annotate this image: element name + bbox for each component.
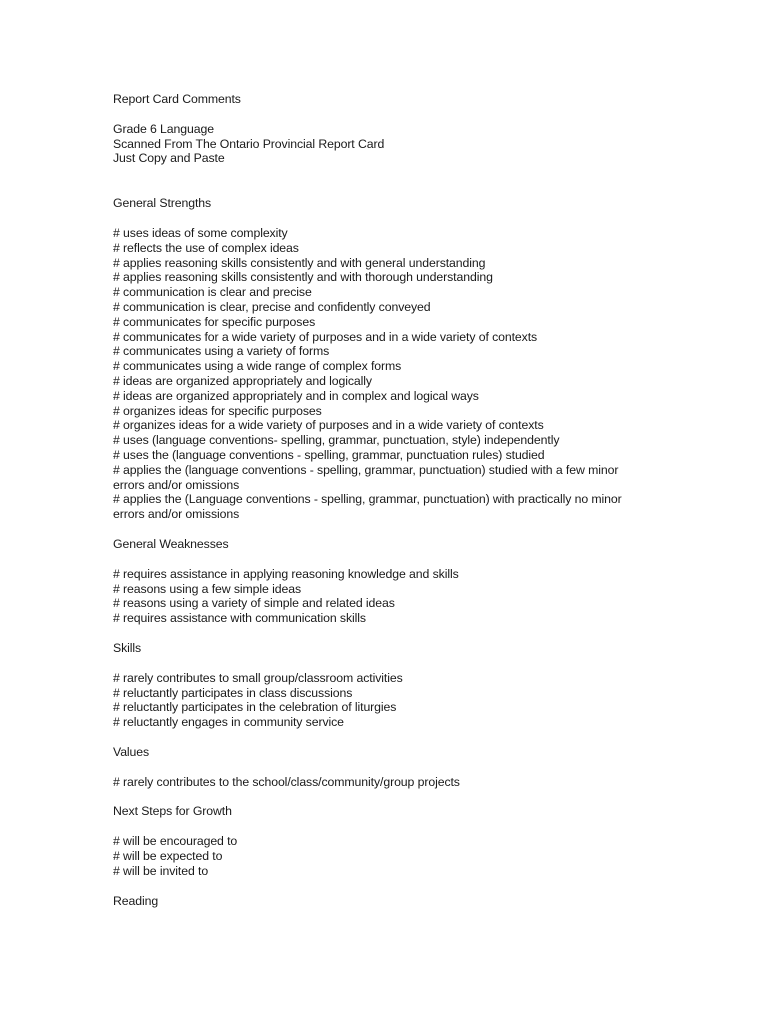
list-item: # reasons using a few simple ideas [113, 581, 301, 596]
list-item: # ideas are organized appropriately and logically [113, 373, 372, 388]
section-heading: General Strengths [113, 196, 212, 211]
list-item: # requires assistance with communication skills [113, 611, 366, 626]
list-item: # communicates using a variety of forms [113, 344, 330, 359]
list-item: # ideas are organized appropriately and in complex and logical ways [113, 388, 479, 403]
list-item: # will be encouraged to [113, 834, 238, 849]
list-item: # will be invited to [113, 863, 209, 878]
list-item: # organizes ideas for specific purposes [113, 403, 322, 418]
list-item: # applies the (Language conventions - spelling, grammar, punctuation) with practically no minor errors and/or omissions [113, 492, 622, 522]
intro-line: Grade 6 Language [113, 121, 214, 136]
list-item: # applies reasoning skills consistently and with thorough understanding [113, 270, 493, 285]
list-item: # applies reasoning skills consistently and with general understanding [113, 255, 486, 270]
list-item: # communicates for a wide variety of purposes and in a wide variety of contexts [113, 329, 538, 344]
list-item: # applies the (language conventions - spelling, grammar, punctuation) studied with a few minor errors and/or omissions [113, 462, 619, 492]
list-item: # reluctantly participates in the celebration of liturgies [113, 700, 397, 715]
list-item: # rarely contributes to small group/classroom activities [113, 670, 403, 685]
intro-line: Scanned From The Ontario Provincial Report Card [113, 136, 385, 151]
list-item: # rarely contributes to the school/class/community/group projects [113, 774, 460, 789]
list-item: # reasons using a variety of simple and related ideas [113, 596, 395, 611]
list-item: # communication is clear, precise and confidently conveyed [113, 299, 431, 314]
list-item: # communicates using a wide range of complex forms [113, 359, 402, 374]
list-item: # reflects the use of complex ideas [113, 240, 299, 255]
list-item: # uses ideas of some complexity [113, 225, 288, 240]
section-heading: General Weaknesses [113, 536, 229, 551]
document-title: Report Card Comments [113, 92, 241, 106]
intro-line: Just Copy and Paste [113, 151, 225, 166]
list-item: # reluctantly engages in community service [113, 715, 344, 730]
list-item: # communication is clear and precise [113, 285, 312, 300]
list-item: # uses (language conventions- spelling, grammar, punctuation, style) independently [113, 433, 560, 448]
list-item: # uses the (language conventions - spelling, grammar, punctuation rules) studied [113, 447, 545, 462]
list-item: # requires assistance in applying reasoning knowledge and skills [113, 566, 459, 581]
section-heading: Next Steps for Growth [113, 804, 232, 819]
section-heading: Reading [113, 893, 159, 908]
section-heading: Values [113, 744, 150, 759]
list-item: # reluctantly participates in class discussions [113, 685, 353, 700]
list-item: # organizes ideas for a wide variety of purposes and in a wide variety of contexts [113, 418, 544, 433]
list-item: # will be expected to [113, 849, 223, 864]
section-heading: Skills [113, 640, 142, 655]
list-item: # communicates for specific purposes [113, 314, 316, 329]
document-body [113, 92, 713, 908]
